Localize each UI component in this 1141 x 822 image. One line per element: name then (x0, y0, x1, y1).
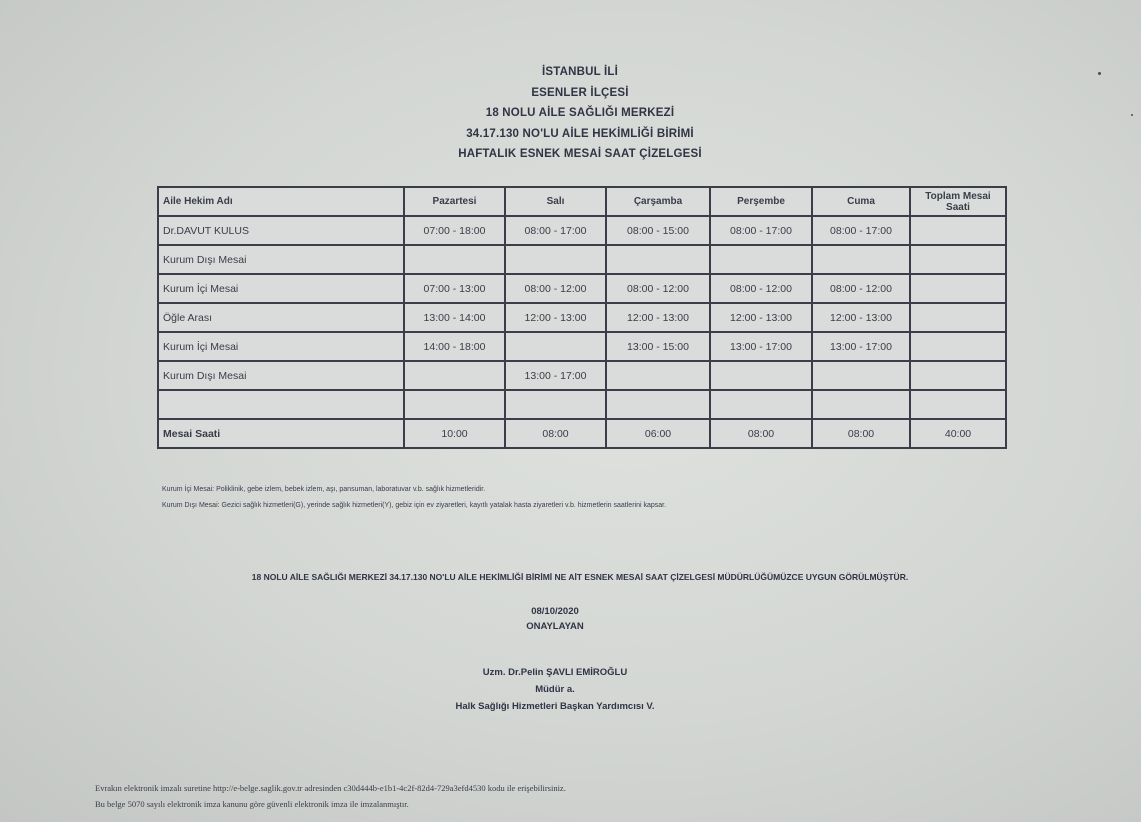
column-header-tuesday: Salı (505, 187, 606, 216)
table-cell (606, 245, 710, 274)
table-cell (505, 245, 606, 274)
table-cell (910, 361, 1006, 390)
table-cell (910, 216, 1006, 245)
table-cell (505, 332, 606, 361)
schedule-table (157, 186, 1007, 449)
table-cell (812, 361, 910, 390)
table-cell: 08:00 - 17:00 (505, 216, 606, 245)
column-header-thursday: Perşembe (710, 187, 812, 216)
footer-verification-line: Evrakın elektronik imzalı suretine http://e-belge.saglik.gov.tr adresinden c30d444b-e1b1-4c2f-82d4-729a3efd4530 kodu ile erişebilirsiniz. (95, 783, 566, 793)
table-cell (910, 332, 1006, 361)
signature-block (400, 664, 710, 715)
signatory-position: Halk Sağlığı Hizmetleri Başkan Yardımcısı V. (455, 701, 655, 712)
total-cell: 08:00 (812, 419, 910, 448)
total-row (158, 419, 1006, 448)
total-cell: 08:00 (505, 419, 606, 448)
table-cell (710, 390, 812, 419)
notes-section (162, 482, 922, 514)
row-label: Kurum Dışı Mesai (158, 245, 404, 274)
table-cell (812, 245, 910, 274)
header-schedule-title: HAFTALIK ESNEK MESAİ SAAT ÇİZELGESİ (458, 148, 702, 160)
table-cell: 13:00 - 17:00 (812, 332, 910, 361)
table-cell (812, 390, 910, 419)
table-cell (710, 245, 812, 274)
row-label: Kurum İçi Mesai (158, 274, 404, 303)
table-row (158, 245, 1006, 274)
column-header-monday: Pazartesi (404, 187, 505, 216)
table-cell (404, 361, 505, 390)
table-cell (404, 245, 505, 274)
row-label: Kurum İçi Mesai (158, 332, 404, 361)
total-cell: 08:00 (710, 419, 812, 448)
column-header-friday: Cuma (812, 187, 910, 216)
header-district: ESENLER İLÇESİ (531, 86, 629, 99)
table-cell: 13:00 - 17:00 (710, 332, 812, 361)
table-cell: 12:00 - 13:00 (606, 303, 710, 332)
column-header-physician: Aile Hekim Adı (158, 187, 404, 216)
table-row (158, 303, 1006, 332)
table-cell: 07:00 - 13:00 (404, 274, 505, 303)
table-cell: 08:00 - 12:00 (606, 274, 710, 303)
total-row-label: Mesai Saati (158, 419, 404, 448)
total-cell: 06:00 (606, 419, 710, 448)
table-row (158, 216, 1006, 245)
signatory-name: Uzm. Dr.Pelin ŞAVLI EMİROĞLU (482, 667, 628, 678)
table-cell (404, 390, 505, 419)
approval-block (455, 604, 655, 634)
paper-speck (1098, 72, 1101, 75)
table-cell: 12:00 - 13:00 (812, 303, 910, 332)
header-health-center: 18 NOLU AİLE SAĞLIĞI MERKEZİ (485, 107, 675, 119)
table-row (158, 390, 1006, 419)
document-footer (95, 780, 855, 812)
table-cell: 13:00 - 15:00 (606, 332, 710, 361)
table-cell: 07:00 - 18:00 (404, 216, 505, 245)
table-row (158, 361, 1006, 390)
header-unit: 34.17.130 NO'LU AİLE HEKİMLİĞİ BİRİMİ (466, 127, 694, 140)
table-cell (910, 274, 1006, 303)
table-cell: 08:00 - 17:00 (710, 216, 812, 245)
table-cell: 08:00 - 15:00 (606, 216, 710, 245)
table-cell: 13:00 - 17:00 (505, 361, 606, 390)
table-cell (606, 390, 710, 419)
table-cell: 12:00 - 13:00 (505, 303, 606, 332)
table-cell: 08:00 - 12:00 (812, 274, 910, 303)
note-external-hours: Kurum Dışı Mesai: Gezici sağlık hizmetleri(G), yerinde sağlık hizmetleri(Y), gebiz için ev ziyaretleri, kayıtlı yatalak hasta ziyaretleri v.b. hizmetlerin saatlerini kapsar. (162, 502, 667, 509)
signatory-title: Müdür a. (535, 684, 575, 695)
table-cell: 13:00 - 14:00 (404, 303, 505, 332)
note-internal-hours: Kurum İçi Mesai: Poliklinik, gebe izlem, bebek izlem, aşı, pansuman, laboratuvar v.b. sağlık hizmetleridir. (162, 486, 486, 493)
table-cell: 12:00 - 13:00 (710, 303, 812, 332)
table-cell (606, 361, 710, 390)
column-header-wednesday: Çarşamba (606, 187, 710, 216)
table-cell: 14:00 - 18:00 (404, 332, 505, 361)
table-cell: 08:00 - 17:00 (812, 216, 910, 245)
table-row (158, 332, 1006, 361)
approval-date: 08/10/2020 (531, 606, 579, 617)
table-cell (710, 361, 812, 390)
column-header-total: Toplam Mesai Saati (910, 187, 1006, 216)
paper-speck (1131, 114, 1133, 116)
approval-statement: 18 NOLU AİLE SAĞLIĞI MERKEZİ 34.17.130 NO'LU AİLE HEKİMLİĞİ BİRİMİ NE AİT ESNEK MESAİ SAAT ÇİZELGESİ MÜDÜRLÜĞÜMÜZCE UYGUN GÖRÜLMÜŞTÜR. (251, 572, 909, 582)
document-header (300, 62, 860, 165)
total-cell: 40:00 (910, 419, 1006, 448)
footer-legal-line: Bu belge 5070 sayılı elektronik imza kanunu göre güvenli elektronik imza ile imzalanmıştır. (95, 799, 409, 809)
row-label (158, 390, 404, 419)
table-cell (910, 390, 1006, 419)
total-cell: 10:00 (404, 419, 505, 448)
table-cell (505, 390, 606, 419)
table-cell (910, 303, 1006, 332)
row-label: Dr.DAVUT KULUS (158, 216, 404, 245)
row-label: Kurum Dışı Mesai (158, 361, 404, 390)
table-cell (910, 245, 1006, 274)
header-province: İSTANBUL İLİ (541, 66, 619, 78)
approval-status: ONAYLAYAN (526, 621, 584, 632)
table-cell: 08:00 - 12:00 (710, 274, 812, 303)
row-label: Öğle Arası (158, 303, 404, 332)
table-row (158, 274, 1006, 303)
table-cell: 08:00 - 12:00 (505, 274, 606, 303)
table-header-row (158, 187, 1006, 216)
